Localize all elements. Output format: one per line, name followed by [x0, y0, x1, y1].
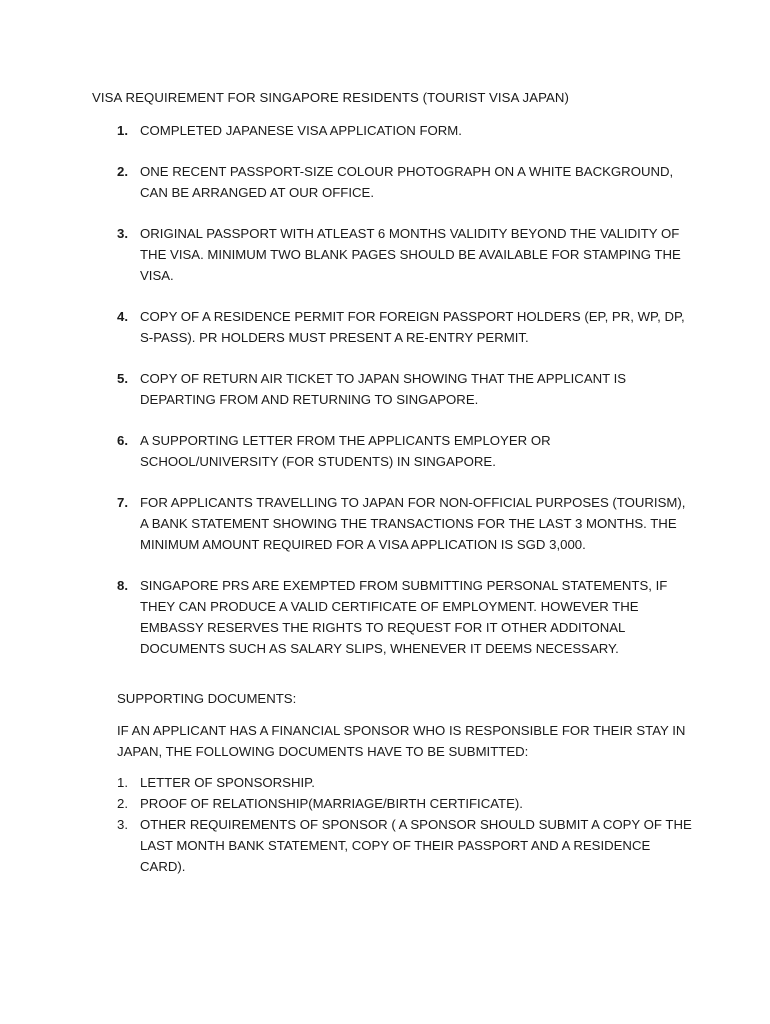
requirement-text: SINGAPORE PRS ARE EXEMPTED FROM SUBMITTING PERSONAL STATEMENTS, IF THEY CAN PRODUCE A VALID CERTIFICATE OF EMPLOYMENT. HOWEVER THE EMBASSY RESERVES THE RIGHTS TO REQUEST FOR IT OTHER ADDITONAL DOCUMENTS SUCH AS SALARY SLIPS, WHENEVER IT DEEMS NECESSARY.	[140, 578, 668, 656]
requirement-item	[117, 161, 692, 203]
supporting-document-item	[117, 814, 692, 877]
requirement-item	[117, 223, 692, 286]
requirement-number: 5.	[117, 371, 128, 386]
requirement-text: COPY OF RETURN AIR TICKET TO JAPAN SHOWING THAT THE APPLICANT IS DEPARTING FROM AND RETURNING TO SINGAPORE.	[140, 371, 627, 407]
requirement-item	[117, 492, 692, 555]
supporting-document-item	[117, 772, 692, 793]
requirement-text: ORIGINAL PASSPORT WITH ATLEAST 6 MONTHS VALIDITY BEYOND THE VALIDITY OF THE VISA. MINIMUM TWO BLANK PAGES SHOULD BE AVAILABLE FOR STAMPING THE VISA.	[140, 226, 681, 283]
requirement-item	[117, 368, 692, 410]
supporting-document-item	[117, 793, 692, 814]
requirement-number: 4.	[117, 309, 128, 324]
requirement-number: 6.	[117, 433, 128, 448]
requirement-number: 2.	[117, 164, 128, 179]
requirement-item	[117, 120, 692, 141]
supporting-document-number: 2.	[117, 796, 128, 811]
requirement-number: 8.	[117, 578, 128, 593]
requirement-number: 1.	[117, 123, 128, 138]
supporting-document-text: OTHER REQUIREMENTS OF SPONSOR ( A SPONSOR SHOULD SUBMIT A COPY OF THE LAST MONTH BANK STATEMENT, COPY OF THEIR PASSPORT AND A RESIDENCE CARD).	[140, 817, 692, 874]
requirement-number: 3.	[117, 226, 128, 241]
requirement-text: COMPLETED JAPANESE VISA APPLICATION FORM.	[140, 123, 462, 138]
supporting-documents-list	[117, 772, 692, 877]
requirement-number: 7.	[117, 495, 128, 510]
requirement-item	[117, 575, 692, 659]
supporting-document-text: PROOF OF RELATIONSHIP(MARRIAGE/BIRTH CERTIFICATE).	[140, 796, 523, 811]
supporting-document-text: LETTER OF SPONSORSHIP.	[140, 775, 315, 790]
requirements-list	[117, 120, 692, 659]
supporting-document-number: 1.	[117, 775, 128, 790]
requirement-text: COPY OF A RESIDENCE PERMIT FOR FOREIGN PASSPORT HOLDERS (EP, PR, WP, DP, S-PASS). PR HOLDERS MUST PRESENT A RE-ENTRY PERMIT.	[140, 309, 685, 345]
requirement-item	[117, 306, 692, 348]
requirement-text: ONE RECENT PASSPORT-SIZE COLOUR PHOTOGRAPH ON A WHITE BACKGROUND, CAN BE ARRANGED AT OUR OFFICE.	[140, 164, 674, 200]
supporting-documents-heading: SUPPORTING DOCUMENTS:	[117, 691, 297, 706]
document-title: VISA REQUIREMENT FOR SINGAPORE RESIDENTS (TOURIST VISA JAPAN)	[92, 90, 570, 105]
requirement-text: FOR APPLICANTS TRAVELLING TO JAPAN FOR NON-OFFICIAL PURPOSES (TOURISM), A BANK STATEMENT SHOWING THE TRANSACTIONS FOR THE LAST 3 MONTHS. THE MINIMUM AMOUNT REQUIRED FOR A VISA APPLICATION IS SGD 3,000.	[140, 495, 686, 552]
requirement-item	[117, 430, 692, 472]
supporting-document-number: 3.	[117, 817, 128, 832]
supporting-documents-intro: IF AN APPLICANT HAS A FINANCIAL SPONSOR WHO IS RESPONSIBLE FOR THEIR STAY IN JAPAN, THE FOLLOWING DOCUMENTS HAVE TO BE SUBMITTED:	[117, 723, 686, 759]
requirement-text: A SUPPORTING LETTER FROM THE APPLICANTS EMPLOYER OR SCHOOL/UNIVERSITY (FOR STUDENTS) IN SINGAPORE.	[140, 433, 551, 469]
